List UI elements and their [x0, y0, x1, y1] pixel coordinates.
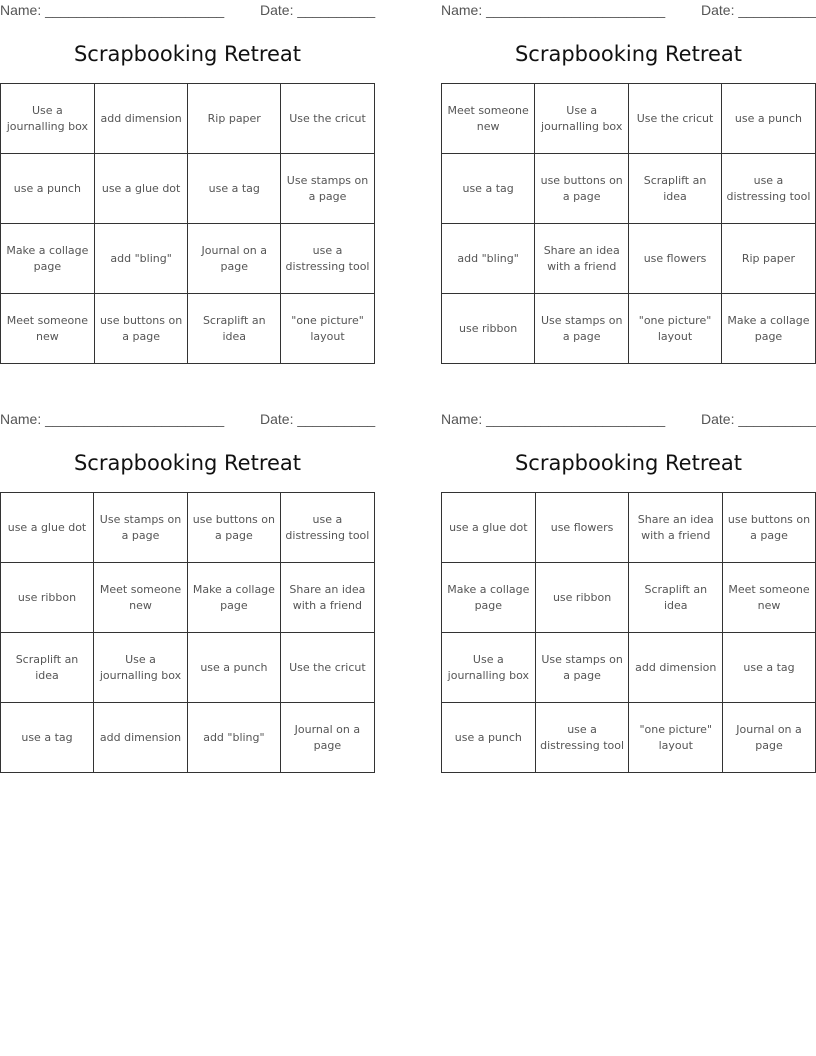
bingo-cell: Use stamps on a page	[93, 493, 187, 563]
grid-row	[1, 84, 375, 154]
grid-row	[442, 154, 816, 224]
bingo-card-3	[0, 409, 375, 789]
date-field-label: Date: __________	[701, 2, 816, 18]
bingo-cell: Make a collage page	[188, 563, 281, 633]
bingo-cell: use ribbon	[1, 563, 94, 633]
grid-row	[442, 294, 816, 364]
bingo-grid	[441, 83, 816, 364]
bingo-cell: use ribbon	[442, 294, 535, 364]
bingo-cell: Rip paper	[188, 84, 281, 154]
bingo-cell: use a punch	[188, 633, 281, 703]
grid-row	[1, 294, 375, 364]
bingo-cell: Use the cricut	[281, 84, 375, 154]
bingo-cell: Use the cricut	[629, 84, 722, 154]
bingo-cell: use a glue dot	[1, 493, 94, 563]
bingo-card-4	[441, 409, 816, 789]
bingo-cell: use a glue dot	[442, 493, 536, 563]
card-title: Scrapbooking Retreat	[73, 42, 302, 66]
bingo-cell: Scraplift an idea	[629, 563, 723, 633]
grid-row	[442, 563, 816, 633]
bingo-cell: Journal on a page	[723, 703, 816, 773]
name-field-label: Name: _______________________	[0, 2, 225, 18]
grid-row	[1, 154, 375, 224]
date-field-label: Date: __________	[260, 2, 376, 18]
bingo-card-2	[441, 0, 816, 380]
bingo-cell: use flowers	[535, 493, 629, 563]
grid-row	[442, 703, 816, 773]
bingo-cell: Use a journalling box	[93, 633, 187, 703]
bingo-cell: use a punch	[1, 154, 95, 224]
bingo-cell: use a tag	[188, 154, 281, 224]
grid-row	[442, 224, 816, 294]
bingo-cell: use flowers	[629, 224, 722, 294]
grid-row	[1, 563, 375, 633]
name-date-row	[441, 0, 816, 20]
bingo-cell: add "bling"	[94, 224, 188, 294]
bingo-cell: use a distressing tool	[281, 224, 375, 294]
bingo-cell: Meet someone new	[1, 294, 95, 364]
bingo-cell: use a glue dot	[94, 154, 188, 224]
bingo-cell: add dimension	[93, 703, 187, 773]
card-title: Scrapbooking Retreat	[514, 451, 743, 475]
bingo-cell: use a distressing tool	[535, 703, 629, 773]
bingo-cell: use a tag	[442, 154, 535, 224]
bingo-cell: Use stamps on a page	[535, 633, 629, 703]
bingo-cell: use ribbon	[535, 563, 629, 633]
bingo-cell: use buttons on a page	[723, 493, 816, 563]
card-title: Scrapbooking Retreat	[514, 42, 743, 66]
bingo-cell: Journal on a page	[188, 224, 281, 294]
bingo-cell: Use the cricut	[280, 633, 374, 703]
bingo-cell: Journal on a page	[280, 703, 374, 773]
bingo-grid	[441, 492, 816, 773]
grid-row	[442, 493, 816, 563]
bingo-grid	[0, 492, 375, 773]
bingo-cell: Make a collage page	[442, 563, 536, 633]
bingo-cell: add dimension	[629, 633, 723, 703]
name-field-label: Name: _______________________	[441, 411, 666, 427]
bingo-cell: Meet someone new	[723, 563, 816, 633]
grid-row	[442, 84, 816, 154]
bingo-cell: use buttons on a page	[535, 154, 629, 224]
bingo-cell: Rip paper	[721, 224, 815, 294]
bingo-cell: Use stamps on a page	[281, 154, 375, 224]
bingo-card-1	[0, 0, 375, 380]
bingo-cell: Use a journalling box	[1, 84, 95, 154]
bingo-cell: add "bling"	[188, 703, 281, 773]
bingo-cell: use a tag	[723, 633, 816, 703]
name-date-row	[441, 409, 816, 429]
date-field-label: Date: __________	[701, 411, 816, 427]
bingo-cell: Scraplift an idea	[1, 633, 94, 703]
bingo-cell: add dimension	[94, 84, 188, 154]
name-field-label: Name: _______________________	[441, 2, 666, 18]
grid-row	[442, 633, 816, 703]
bingo-cell: use a punch	[721, 84, 815, 154]
name-date-row	[0, 409, 375, 429]
name-date-row	[0, 0, 375, 20]
date-field-label: Date: __________	[260, 411, 376, 427]
bingo-cell: Share an idea with a friend	[629, 493, 723, 563]
bingo-cell: Use a journalling box	[535, 84, 629, 154]
bingo-cell: Meet someone new	[442, 84, 535, 154]
bingo-cell: Make a collage page	[1, 224, 95, 294]
bingo-cell: add "bling"	[442, 224, 535, 294]
bingo-cell: use buttons on a page	[94, 294, 188, 364]
bingo-cell: Share an idea with a friend	[280, 563, 374, 633]
bingo-cell: use a punch	[442, 703, 536, 773]
bingo-cell: use a distressing tool	[280, 493, 374, 563]
grid-row	[1, 703, 375, 773]
grid-row	[1, 633, 375, 703]
bingo-cell: Share an idea with a friend	[535, 224, 629, 294]
bingo-cell: "one picture" layout	[629, 294, 722, 364]
name-field-label: Name: _______________________	[0, 411, 225, 427]
bingo-cell: Use stamps on a page	[535, 294, 629, 364]
bingo-grid	[0, 83, 375, 364]
grid-row	[1, 493, 375, 563]
bingo-cell: use a distressing tool	[721, 154, 815, 224]
bingo-cell: Make a collage page	[721, 294, 815, 364]
grid-row	[1, 224, 375, 294]
bingo-cell: Scraplift an idea	[188, 294, 281, 364]
bingo-cell: use a tag	[1, 703, 94, 773]
bingo-cell: Meet someone new	[93, 563, 187, 633]
bingo-cell: use buttons on a page	[188, 493, 281, 563]
bingo-cell: Scraplift an idea	[629, 154, 722, 224]
card-title: Scrapbooking Retreat	[73, 451, 302, 475]
bingo-cell: Use a journalling box	[442, 633, 536, 703]
bingo-cell: "one picture" layout	[629, 703, 723, 773]
bingo-cell: "one picture" layout	[281, 294, 375, 364]
